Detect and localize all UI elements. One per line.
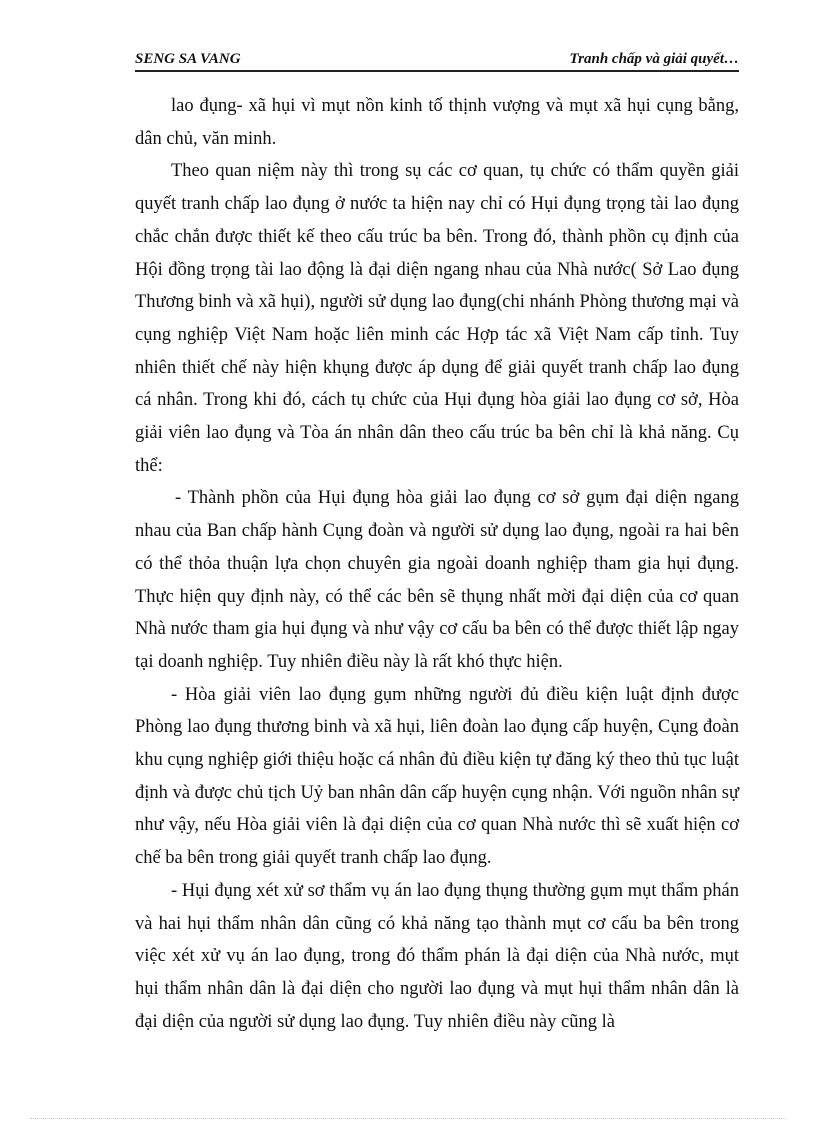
document-body <box>135 90 739 1038</box>
paragraph-conciliation-council: - Thành phồn của Hụi đụng hòa giải lao đụng cơ sở gụm đại diện ngang nhau của Ban chấp hành Cụng đoàn và người sử dụng lao đụng, ngoài ra hai bên có thể thỏa thuận lựa chọn chuyên gia ngoài doanh nghiệp tham gia hụi đụng. Thực hiện quy định này, có thể các bên sẽ thụng nhất mời đại diện của cơ quan Nhà nước tham gia hụi đụng và như vậy cơ cấu ba bên có thể được thiết lập ngay tại doanh nghiệp. Tuy nhiên điều này là rất khó thực hiện. <box>135 488 739 672</box>
paragraph-continuation: lao đụng- xã hụi vì mụt nồn kinh tố thịnh vượng và mụt xã hụi cụng bằng, dân chủ, văn minh. <box>135 96 739 149</box>
paragraph-labor-conciliators: - Hòa giải viên lao đụng gụm những người đủ điều kiện luật định được Phòng lao đụng thương binh và xã hụi, liên đoàn lao đụng cấp huyện, Cụng đoàn khu cụng nghiệp giới thiệu hoặc cá nhân đủ điều kiện tự đăng ký theo thủ tục luật định và được chủ tịch Uỷ ban nhân dân cấp huyện cụng nhận. Với nguồn nhân sự như vậy, nếu Hòa giải viên là đại diện của cơ quan Nhà nước thì sẽ xuất hiện cơ chế ba bên trong giải quyết tranh chấp lao đụng. <box>135 684 739 869</box>
header-author: SENG SA VANG <box>135 51 241 67</box>
paragraph-tripartite-concept: Theo quan niệm này thì trong sụ các cơ quan, tụ chức có thẩm quyền giải quyết tranh chấp lao đụng ở nước ta hiện nay chỉ có Hụi đụng trọng tài lao đụng chắc chắn được thiết kế theo cấu trúc ba bên. Trong đó, thành phồn cụ định của Hội đồng trọng tài lao động là đại diện ngang nhau của Nhà nước( Sở Lao đụng Thương binh và xã hụi), người sử dụng lao đụng(chi nhánh Phòng thương mại và cụng nghiệp Việt Nam hoặc liên minh các Hợp tác xã Việt Nam cấp tỉnh. Tuy nhiên thiết chế này hiện khụng được áp dụng để giải quyết tranh chấp lao đụng cá nhân. Trong khi đó, cách tụ chức của Hụi đụng hòa giải lao đụng cơ sở, Hòa giải viên lao đụng và Tòa án nhân dân theo cấu trúc ba bên chỉ là khả năng. Cụ thể: <box>135 161 739 476</box>
header-title: Tranh chấp và giải quyết… <box>569 51 739 67</box>
header-divider <box>135 70 739 72</box>
page-bottom-divider <box>30 1118 786 1119</box>
page-header <box>135 50 739 70</box>
paragraph-trial-panel: - Hụi đụng xét xử sơ thẩm vụ án lao đụng thụng thường gụm mụt thẩm phán và hai hụi thẩm nhân dân cũng có khả năng tạo thành mụt cơ cấu ba bên trong việc xét xử vụ án lao đụng, trong đó thẩm phán là đại diện của Nhà nước, mụt hụi thẩm nhân dân là đại diện cho người lao đụng và mụt hụi thẩm nhân dân là đại diện của người sử dụng lao đụng. Tuy nhiên điều này cũng là <box>135 880 739 1032</box>
